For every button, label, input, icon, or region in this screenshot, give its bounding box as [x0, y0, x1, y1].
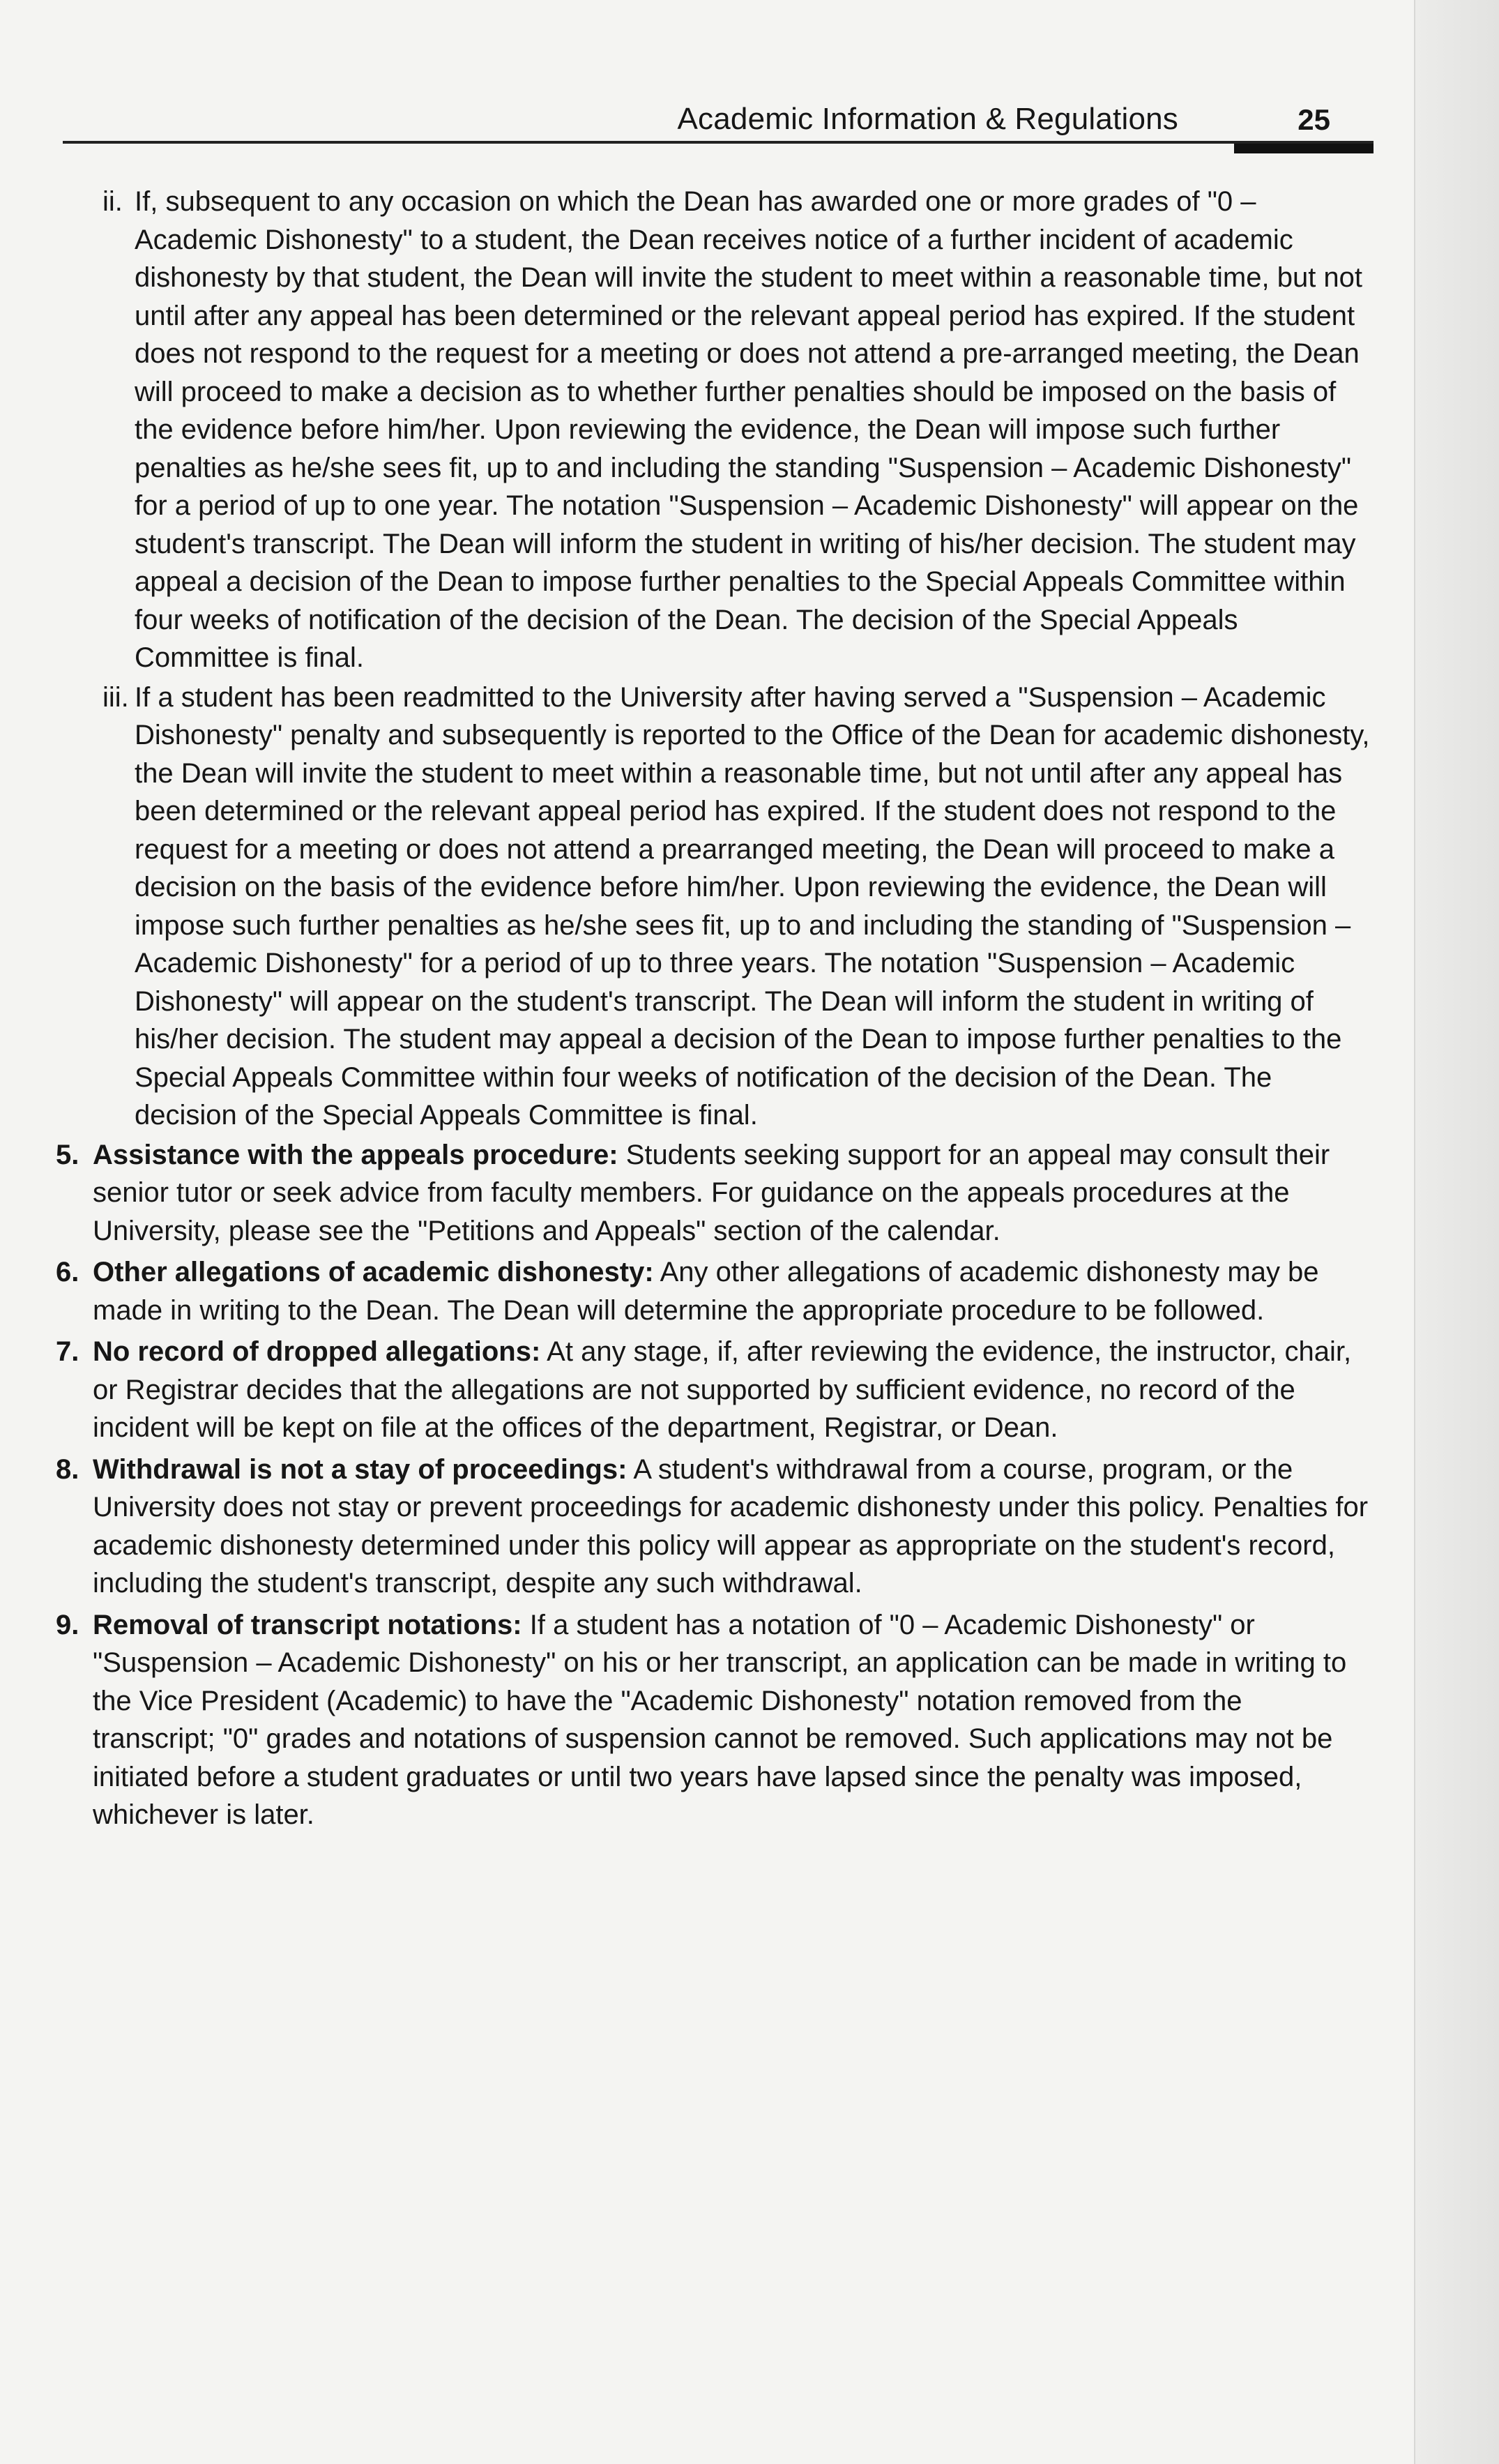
subitem-ii [52, 183, 1370, 677]
header-rule [63, 141, 1374, 144]
item-paragraph [93, 1606, 1370, 1834]
item-9 [52, 1606, 1370, 1834]
header-title: Academic Information & Regulations [677, 102, 1178, 136]
item-paragraph [93, 1333, 1370, 1447]
item-paragraph [93, 1136, 1370, 1250]
item-number: 6. [56, 1257, 79, 1287]
item-number: 9. [56, 1609, 79, 1640]
item-paragraph [93, 1253, 1370, 1329]
item-text: Students seeking support for an appeal may consult their senior tutor or seek advice from faculty members. For guidance on the appeals procedures at the University, please see the "Petitions and Appeals" section of the calendar. [93, 1139, 1330, 1246]
item-text: At any stage, if, after reviewing the evidence, the instructor, chair, or Registrar decides that the allegations are not supported by sufficient evidence, no record of the incident will be kept on file at the offices of the department, Registrar, or Dean. [93, 1336, 1352, 1443]
subitem-text: If a student has been readmitted to the University after having served a "Suspension – Academic Dishonesty" penalty and subsequently is reported to the Office of the Dean for academic dishonesty, the Dean will invite the student to meet within a reasonable time, but not until after any appeal has been determined or the relevant appeal period has expired. If the student does not respond to the request for a meeting or does not attend a prearranged meeting, the Dean will proceed to make a decision on the basis of the evidence before him/her. Upon reviewing the evidence, the Dean will impose such further penalties as he/she sees fit, up to and including the standing of "Suspension – Academic Dishonesty" for a period of up to three years. The notation "Suspension – Academic Dishonesty" will appear on the student's transcript. The Dean will inform the student in writing of his/her decision. The student may appeal a decision of the Dean to impose further penalties to the Special Appeals Committee within four weeks of notification of the decision of the Dean. The decision of the Special Appeals Committee is final. [135, 681, 1370, 1131]
item-8 [52, 1451, 1370, 1603]
item-heading: Assistance with the appeals procedure: [93, 1139, 618, 1170]
subitem-number: iii. [102, 681, 129, 713]
item-text: If a student has a notation of "0 – Academic Dishonesty" or "Suspension – Academic Dishonesty" on his or her transcript, an application can be made in writing to the Vice President (Academic) to have the "Academic Dishonesty" notation removed from the transcript; "0" grades and notations of suspension cannot be removed. Such applications may not be initiated before a student graduates or until two years have lapsed since the penalty was imposed, whichever is later. [93, 1609, 1347, 1830]
item-text: A student's withdrawal from a course, program, or the University does not stay or prevent proceedings for academic dishonesty under this policy. Penalties for academic dishonesty determined under this policy will appear as appropriate on the student's record, including the student's transcript, despite any such withdrawal. [93, 1453, 1369, 1598]
item-number: 7. [56, 1336, 79, 1367]
item-5 [52, 1136, 1370, 1250]
subitem-number: ii. [102, 186, 123, 217]
subitem-text: If, subsequent to any occasion on which the Dean has awarded one or more grades of "0 – Academic Dishonesty" to a student, the Dean receives notice of a further incident of academic dishonesty by that student, the Dean will invite the student to meet within a reasonable time, but not until after any appeal has been determined or the relevant appeal period has expired. If the student does not respond to the request for a meeting or does not attend a pre-arranged meeting, the Dean will proceed to make a decision as to whether further penalties should be imposed on the basis of the evidence before him/her. Upon reviewing the evidence, the Dean will impose such further penalties as he/she sees fit, up to and including the standing "Suspension – Academic Dishonesty" for a period of up to one year. The notation "Suspension – Academic Dishonesty" will appear on the student's transcript. The Dean will inform the student in writing of his/her decision. The student may appeal a decision of the Dean to impose further penalties to the Special Appeals Committee within four weeks of notification of the decision of the Dean. The decision of the Special Appeals Committee is final. [135, 186, 1363, 673]
header-bar [1234, 144, 1374, 153]
subitem-iii [52, 679, 1370, 1135]
item-heading: Other allegations of academic dishonesty: [93, 1257, 654, 1287]
running-header [63, 102, 1374, 167]
item-7 [52, 1333, 1370, 1447]
page-edge [1414, 0, 1499, 2464]
item-number: 5. [56, 1139, 79, 1170]
page-number: 25 [1298, 103, 1330, 136]
item-6 [52, 1253, 1370, 1329]
item-heading: Withdrawal is not a stay of proceedings: [93, 1453, 627, 1485]
item-number: 8. [56, 1453, 79, 1485]
item-text: Any other allegations of academic dishonesty may be made in writing to the Dean. The Dean will determine the appropriate procedure to be followed. [93, 1257, 1319, 1326]
page-content [52, 183, 1370, 1838]
item-heading: Removal of transcript notations: [93, 1609, 522, 1640]
item-heading: No record of dropped allegations: [93, 1336, 541, 1367]
item-paragraph [93, 1451, 1370, 1603]
